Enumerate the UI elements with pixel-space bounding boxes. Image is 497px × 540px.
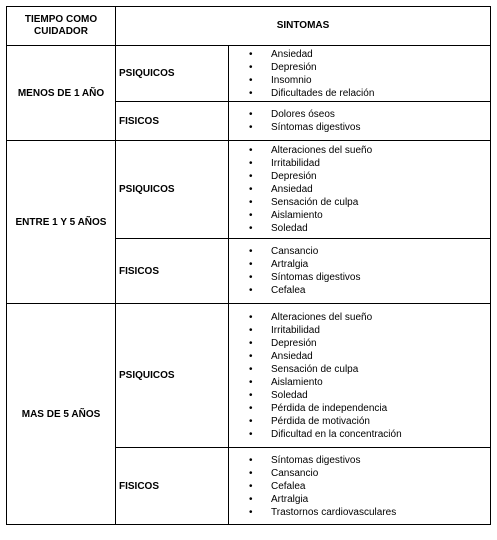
symptom-list [229,48,490,100]
symptom-text: Depresión [271,337,317,349]
symptom-item [249,284,490,297]
symptom-item [249,209,490,222]
symptom-item [249,121,490,134]
symptom-text: Depresión [271,171,317,182]
symptom-item [249,61,490,74]
bullet-icon: • [249,389,253,401]
category-label: FISICOS [116,102,229,141]
period-row [7,304,491,448]
bullet-icon: • [249,285,253,296]
symptom-text: Síntomas digestivos [271,272,361,283]
symptom-item [249,311,490,324]
bullet-icon: • [249,467,253,479]
symptom-text: Ansiedad [271,48,313,60]
symptom-text: Artralgia [271,259,309,270]
symptom-item [249,170,490,183]
symptom-list [229,108,490,134]
symptom-text: Alteraciones del sueño [271,145,373,156]
symptom-item [249,467,490,480]
bullet-icon: • [249,480,253,492]
symptom-item [249,324,490,337]
symptom-text: Insomnio [271,74,312,86]
symptom-text: Soledad [271,223,308,234]
bullet-icon: • [249,350,253,362]
bullet-icon: • [249,493,253,505]
symptom-cell [229,46,491,102]
symptom-list [229,245,490,297]
header-caregiver-time [7,7,116,46]
symptom-text: Depresión [271,61,317,73]
bullet-icon: • [249,337,253,349]
header-symptoms: SINTOMAS [116,7,491,46]
symptom-text: Irritabilidad [271,324,320,336]
category-label: FISICOS [116,448,229,525]
symptom-item [249,389,490,402]
bullet-icon: • [249,61,253,73]
symptom-text: Cefalea [271,480,306,492]
symptom-text: Irritabilidad [271,158,320,169]
symptom-item [249,337,490,350]
symptom-text: Aislamiento [271,376,323,388]
bullet-icon: • [249,376,253,388]
symptom-cell [229,102,491,141]
symptom-item [249,48,490,61]
bullet-icon: • [249,402,253,414]
bullet-icon: • [249,272,253,283]
symptom-cell [229,448,491,525]
symptom-cell [229,141,491,239]
symptom-list [229,144,490,235]
symptom-item [249,493,490,506]
symptom-item [249,480,490,493]
period-label: MAS DE 5 AÑOS [7,304,116,525]
bullet-icon: • [249,87,253,99]
symptom-list [229,311,490,441]
symptom-list [229,454,490,519]
bullet-icon: • [249,259,253,270]
symptom-text: Alteraciones del sueño [271,311,373,323]
category-label: FISICOS [116,239,229,304]
symptom-text: Soledad [271,389,308,401]
symptom-text: Síntomas digestivos [271,454,361,466]
bullet-icon: • [249,74,253,86]
symptoms-table [6,6,491,525]
symptom-text: Dificultades de relación [271,87,375,99]
symptom-text: Artralgia [271,493,309,505]
symptom-item [249,196,490,209]
symptom-item [249,157,490,170]
symptom-item [249,402,490,415]
symptom-item [249,144,490,157]
symptom-text: Sensación de culpa [271,363,359,375]
bullet-icon: • [249,428,253,440]
symptom-cell [229,239,491,304]
symptom-text: Cansancio [271,246,319,257]
symptom-item [249,222,490,235]
symptom-text: Cefalea [271,285,306,296]
symptom-item [249,428,490,441]
symptom-item [249,74,490,87]
bullet-icon: • [249,454,253,466]
category-label: PSIQUICOS [116,46,229,102]
bullet-icon: • [249,158,253,169]
symptom-item [249,108,490,121]
period-row [7,46,491,102]
symptom-text: Dificultad en la concentración [271,428,402,440]
header-caregiver-time-line1: TIEMPO COMO [24,14,98,25]
symptom-text: Pérdida de motivación [271,415,370,427]
symptom-item [249,245,490,258]
bullet-icon: • [249,506,253,518]
header-caregiver-time-line2: CUIDADOR [34,26,88,37]
symptom-text: Cansancio [271,467,319,479]
bullet-icon: • [249,246,253,257]
symptom-text: Síntomas digestivos [271,122,361,133]
symptom-text: Sensación de culpa [271,197,359,208]
symptom-item [249,415,490,428]
period-label: ENTRE 1 Y 5 AÑOS [7,141,116,304]
bullet-icon: • [249,48,253,60]
period-row [7,141,491,239]
category-label: PSIQUICOS [116,141,229,239]
symptom-item [249,183,490,196]
symptom-cell [229,304,491,448]
bullet-icon: • [249,184,253,195]
bullet-icon: • [249,223,253,234]
bullet-icon: • [249,324,253,336]
bullet-icon: • [249,363,253,375]
period-label: MENOS DE 1 AÑO [7,46,116,141]
bullet-icon: • [249,122,253,133]
symptom-text: Ansiedad [271,350,313,362]
bullet-icon: • [249,145,253,156]
symptom-item [249,376,490,389]
symptom-item [249,258,490,271]
symptom-text: Trastornos cardiovasculares [271,506,397,518]
symptom-item [249,363,490,376]
symptom-text: Dolores óseos [271,109,335,120]
bullet-icon: • [249,210,253,221]
bullet-icon: • [249,415,253,427]
bullet-icon: • [249,171,253,182]
symptom-item [249,454,490,467]
symptom-text: Aislamiento [271,210,323,221]
header-row [7,7,491,46]
symptom-item [249,350,490,363]
bullet-icon: • [249,109,253,120]
symptom-item [249,87,490,100]
symptom-text: Pérdida de independencia [271,402,388,414]
category-label: PSIQUICOS [116,304,229,448]
symptom-item [249,271,490,284]
symptom-text: Ansiedad [271,184,313,195]
symptom-item [249,506,490,519]
bullet-icon: • [249,311,253,323]
bullet-icon: • [249,197,253,208]
